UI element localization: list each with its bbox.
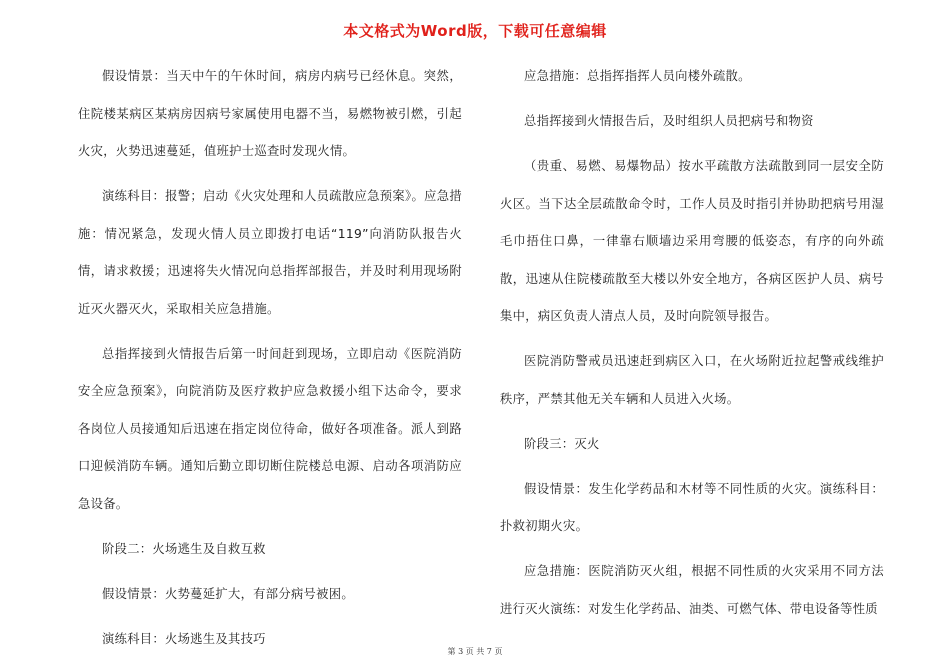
paragraph: 演练科目：报警；启动《火灾处理和人员疏散应急预案》。应急措施：情况紧急，发现火情人员立即拨打电话“119”向消防队报告火情，请求救援；迅速将失火情况向总指挥部报告，并及时利用现场附近灭火器灭火，采取相关应急措施。 bbox=[78, 189, 462, 316]
paragraph: 假设情景：火势蔓延扩大，有部分病号被困。 bbox=[102, 586, 354, 601]
paragraph: 假设情景：发生化学药品和木材等不同性质的火灾。演练科目：扑救初期火灾。 bbox=[500, 481, 884, 533]
document-header-title: 本文格式为Word版，下载可任意编辑 bbox=[343, 22, 607, 40]
section-heading: 阶段二：火场逃生及自救互救 bbox=[102, 541, 266, 556]
right-text-column bbox=[500, 58, 884, 636]
paragraph: 假设情景：当天中午的午休时间，病房内病号已经休息。突然，住院楼某病区某病房因病号家属使用电器不当，易燃物被引燃，引起火灾，火势迅速蔓延，值班护士巡查时发现火情。 bbox=[78, 69, 462, 158]
paragraph: （贵重、易燃、易爆物品）按水平疏散方法疏散到同一层安全防火区。当下达全层疏散命令时，工作人员及时指引并协助把病号用湿毛巾捂住口鼻，一律靠右顺墙边采用弯腰的低姿态，有序的向外疏散，迅速从住院楼疏散至大楼以外安全地方，各病区医护人员、病号集中，病区负责人清点人员，及时向院领导报告。 bbox=[500, 159, 884, 323]
paragraph: 应急措施：医院消防灭火组，根据不同性质的火灾采用不同方法进行灭火演练：对发生化学药品、油类、可燃气体、带电设备等性质 bbox=[500, 564, 884, 616]
section-heading: 阶段三：灭火 bbox=[524, 436, 600, 451]
paragraph: 医院消防警戒员迅速赶到病区入口，在火场附近拉起警戒线维护秩序，严禁其他无关车辆和人员进入火场。 bbox=[500, 354, 884, 406]
paragraph: 总指挥接到火情报告后第一时间赶到现场，立即启动《医院消防安全应急预案》，向院消防及医疗救护应急救援小组下达命令，要求各岗位人员接通知后迅速在指定岗位待命，做好各项准备。派人到路口迎候消防车辆。通知后勤立即切断住院楼总电源、启动各项消防应急设备。 bbox=[78, 346, 462, 511]
paragraph: 应急措施：总指挥指挥人员向楼外疏散。 bbox=[524, 69, 751, 83]
left-text-column bbox=[78, 58, 462, 666]
page-number-footer: 第 3 页 共 7 页 bbox=[447, 647, 503, 656]
paragraph: 总指挥接到火情报告后，及时组织人员把病号和物资 bbox=[524, 114, 814, 128]
paragraph: 演练科目：火场逃生及其技巧 bbox=[102, 631, 266, 646]
